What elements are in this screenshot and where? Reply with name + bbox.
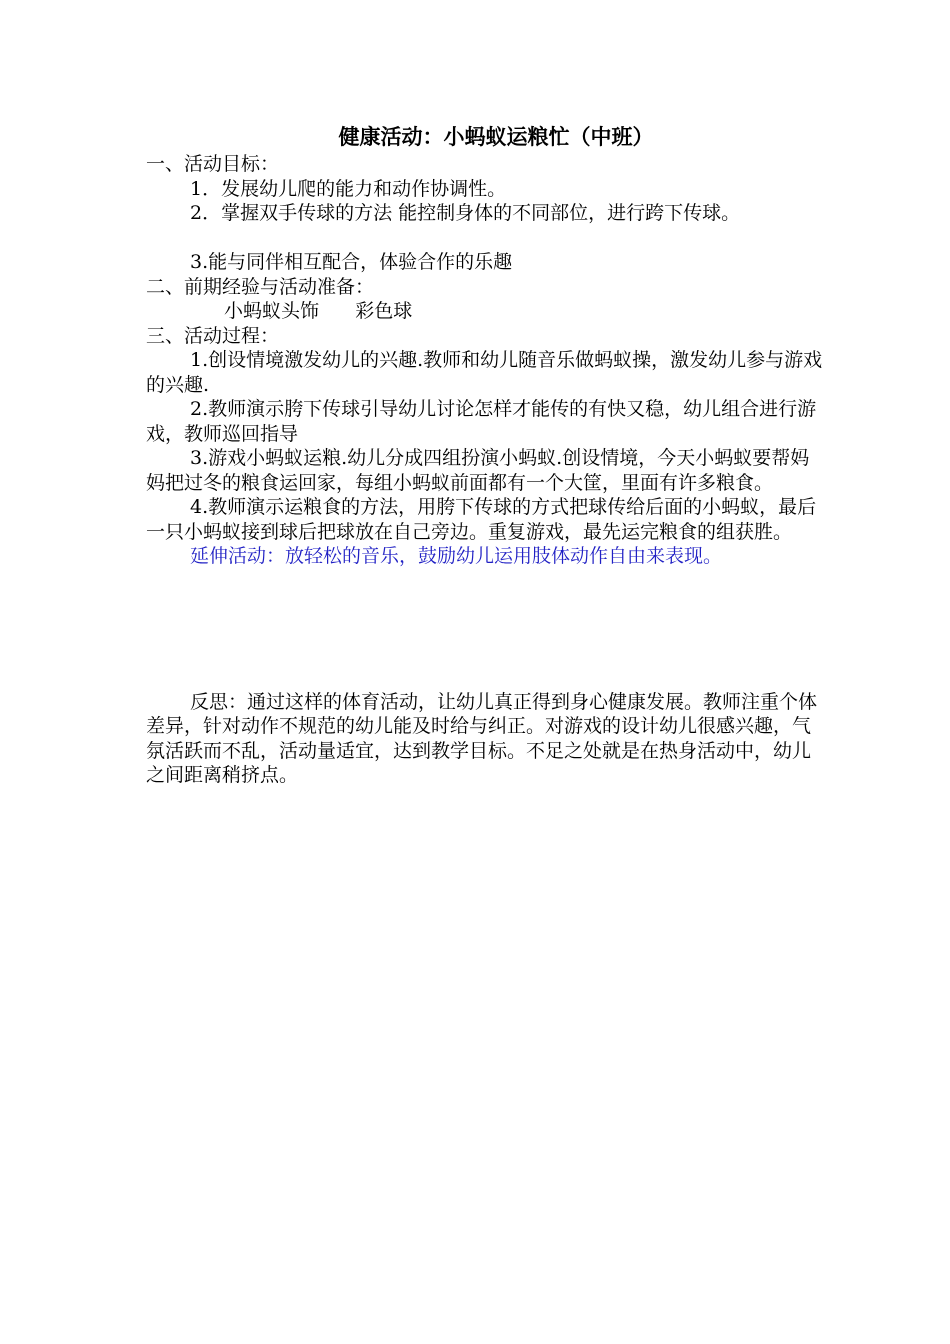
process-heading: 三、活动过程： <box>146 324 280 347</box>
blank-line <box>146 226 826 251</box>
goal-item-3: 3.能与同伴相互配合，体验合作的乐趣 <box>190 251 513 273</box>
process-step-3: 3.游戏小蚂蚁运粮.幼儿分成四组扮演小蚂蚁.创设情境，今天小蚂蚁要帮妈妈把过冬的粮食运回家，每组小蚂蚁前面都有一个大筐，里面有许多粮食。 <box>146 447 810 494</box>
goal-item-1: 1．发展幼儿爬的能力和动作协调性。 <box>190 177 507 200</box>
document-page <box>146 122 826 788</box>
goal-item-2: 2．掌握双手传球的方法 能控制身体的不同部位，进行跨下传球。 <box>190 202 741 224</box>
process-step-2: 2.教师演示胯下传球引导幼儿讨论怎样才能传的有快又稳，幼儿组合进行游戏，教师巡回指导 <box>146 398 817 445</box>
preparation-heading: 二、前期经验与活动准备： <box>146 275 375 298</box>
reflection-paragraph: 反思：通过这样的体育活动，让幼儿真正得到身心健康发展。教师注重个体差异，针对动作不规范的幼儿能及时给与纠正。对游戏的设计幼儿很感兴趣，气氛活跃而不乱，活动量适宜，达到教学目标。不足之处就是在热身活动中，幼儿之间距离稍挤点。 <box>146 690 818 786</box>
goals-heading: 一、活动目标： <box>146 153 280 175</box>
process-step-4: 4.教师演示运粮食的方法，用胯下传球的方式把球传给后面的小蚂蚁，最后一只小蚂蚁接到球后把球放在自己旁边。重复游戏，最先运完粮食的组获胜。 <box>146 496 817 543</box>
preparation-materials: 小蚂蚁头饰 彩色球 <box>224 300 413 322</box>
process-step-1: 1.创设情境激发幼儿的兴趣.教师和幼儿随音乐做蚂蚁操，激发幼儿参与游戏的兴趣. <box>146 349 823 396</box>
spacer <box>146 569 826 690</box>
document-title: 健康活动：小蚂蚁运粮忙（中班） <box>338 124 654 149</box>
extension-activity: 延伸活动：放轻松的音乐，鼓励幼儿运用肢体动作自由来表现。 <box>190 545 723 567</box>
